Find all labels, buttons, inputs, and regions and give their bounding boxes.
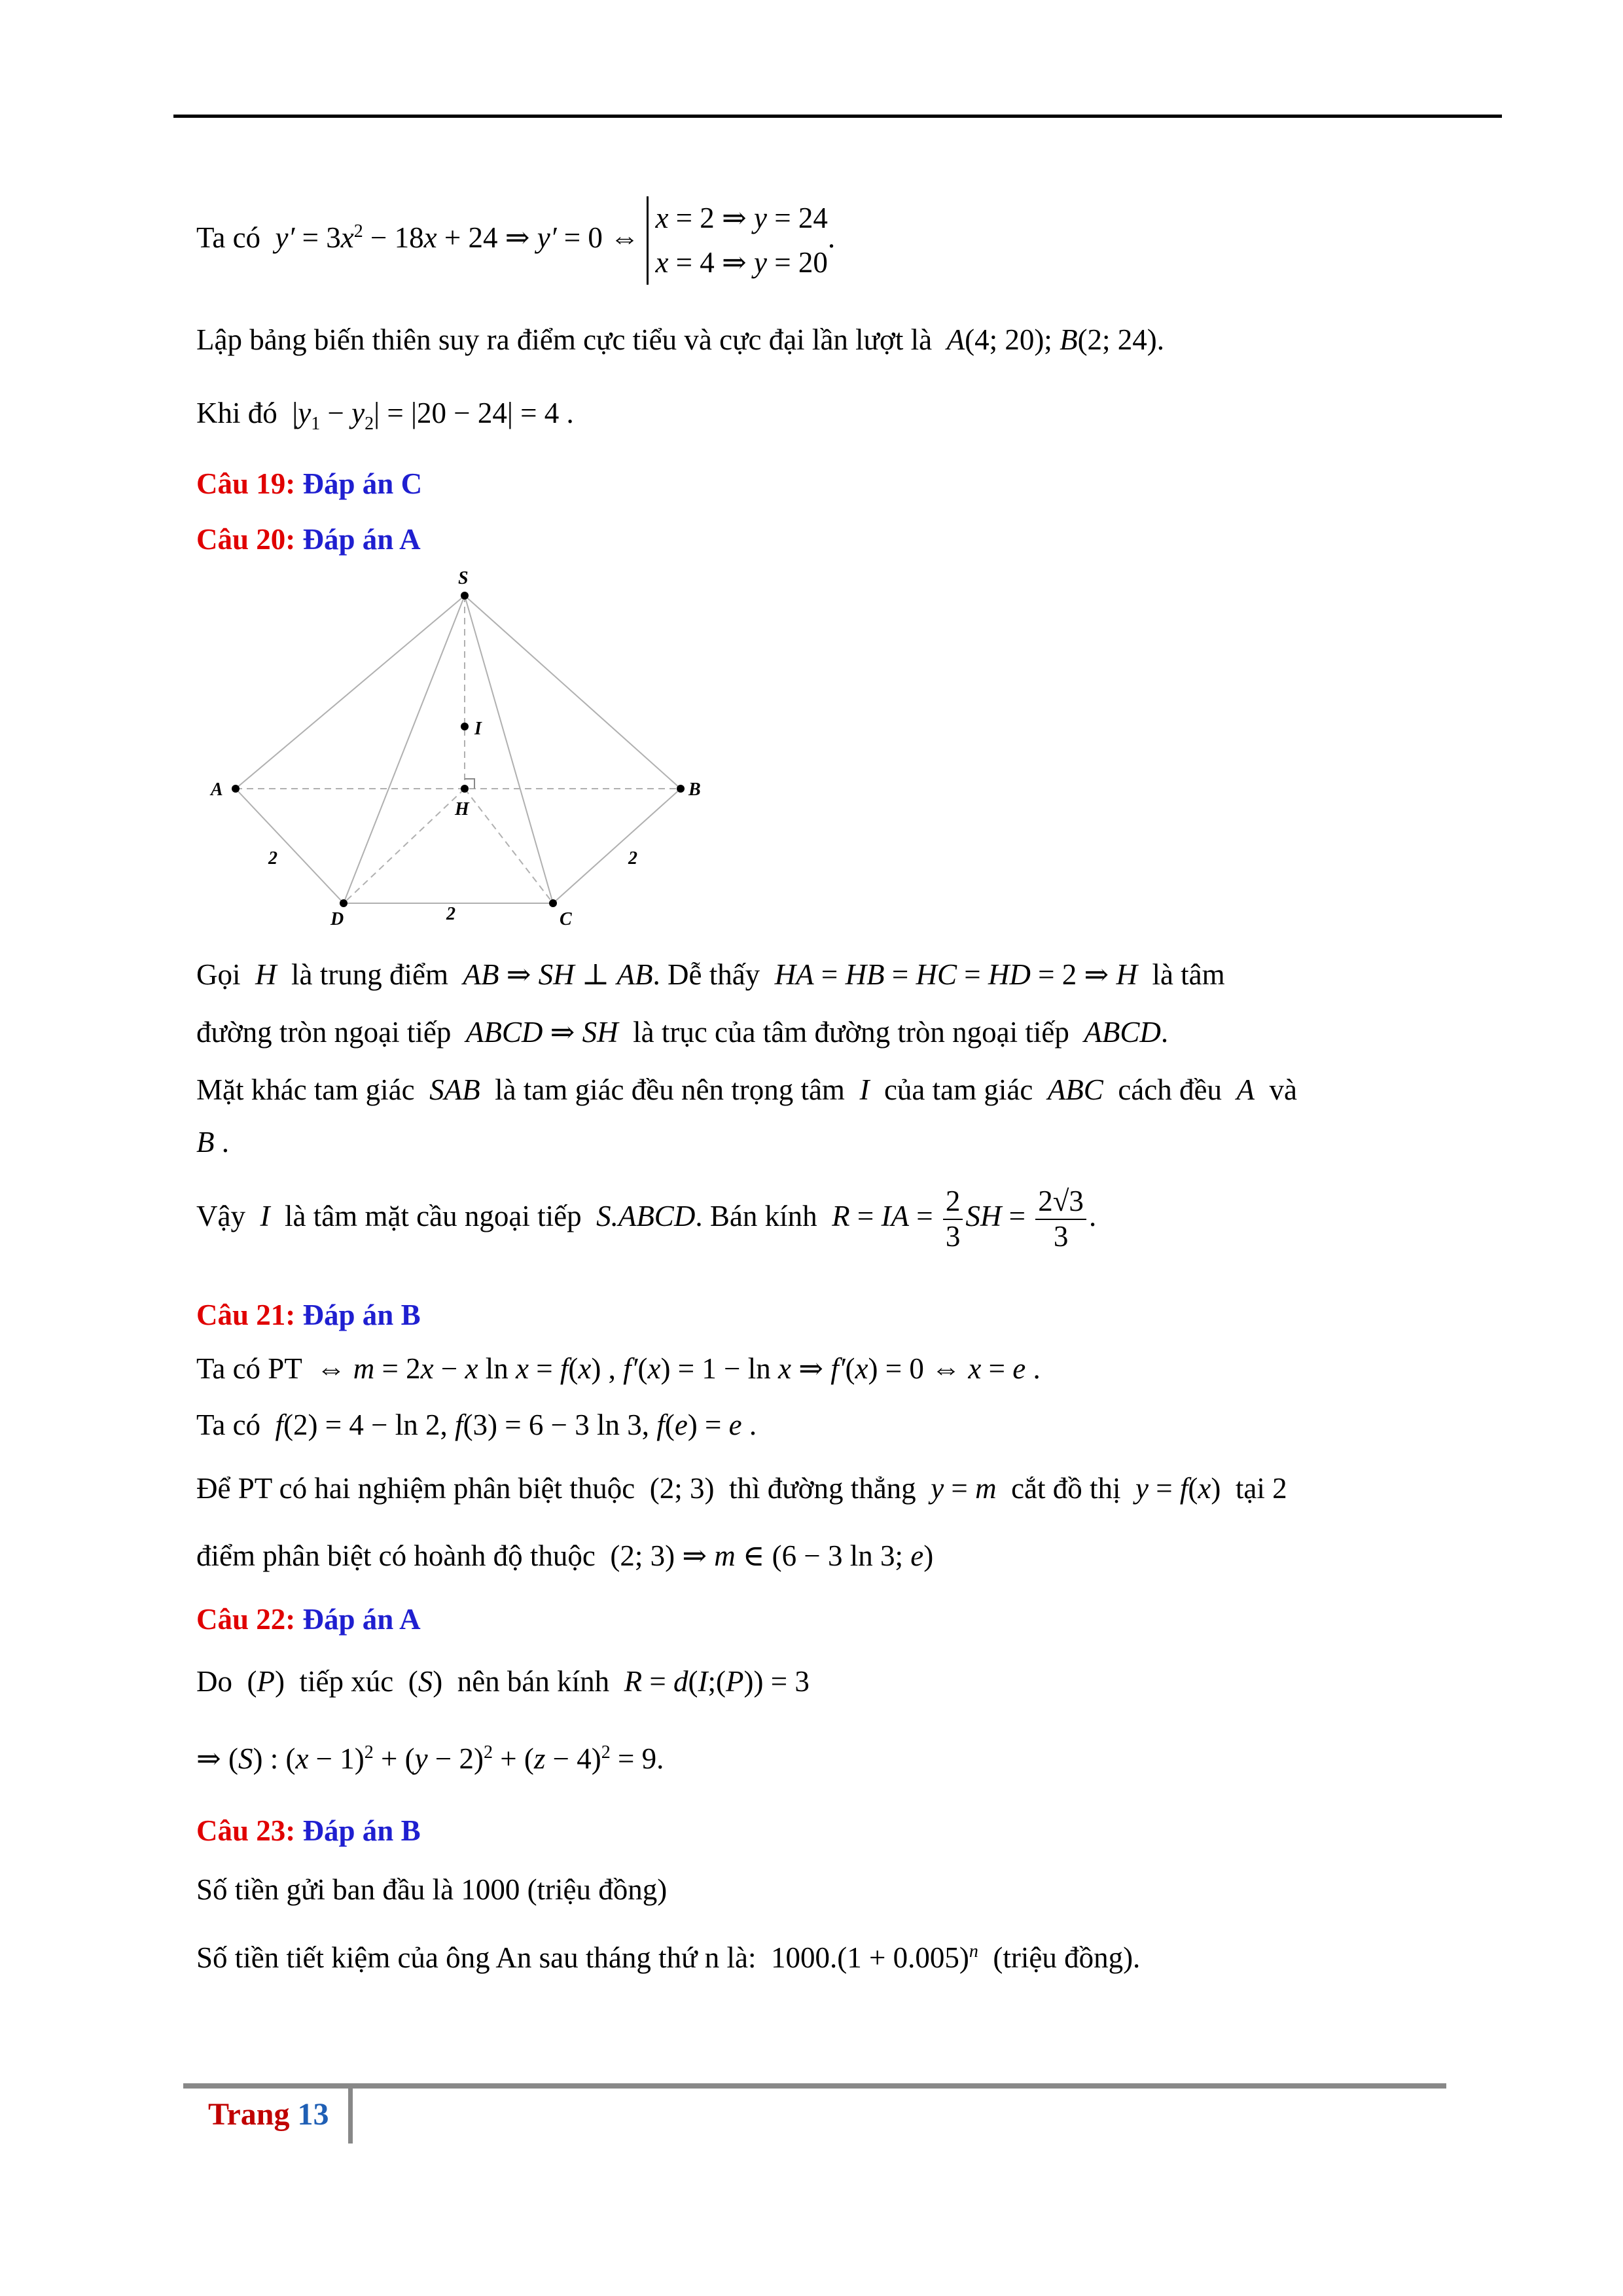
segment-HD: [344, 789, 465, 903]
text-do: Do: [196, 1665, 232, 1698]
text-cua-tam-giac: của tam giác: [883, 1073, 1033, 1106]
label-length-DC: 2: [446, 904, 455, 924]
solution-21-line-4: điểm phân biệt có hoành độ thuộc (2; 3) ⇒ m ∈ (6 − 3 ln 3; e): [196, 1539, 934, 1572]
segment-HC: [465, 789, 553, 903]
text-trieu-dong: (triệu đồng).: [993, 1941, 1141, 1974]
text-cat-do-thi: cắt đồ thị: [1011, 1472, 1121, 1505]
text-nen-ban-kinh: nên bán kính: [457, 1665, 610, 1698]
label-D: D: [330, 909, 344, 929]
text-goi: Gọi: [196, 958, 241, 991]
solution-21-line-3: Để PT có hai nghiệm phân biệt thuộc (2; 3) thì đường thẳng y = m cắt đồ thị y = f(x) tại 2: [196, 1472, 1287, 1505]
label-S: S: [458, 568, 469, 588]
footer-rule: [183, 2083, 1446, 2089]
question-answer: Đáp án A: [302, 523, 421, 556]
text-la-tam: là tâm: [1152, 958, 1225, 991]
footer-divider: [348, 2088, 353, 2144]
question-20-header: [196, 520, 421, 559]
point-B: [677, 785, 685, 793]
point-I: [461, 723, 469, 730]
question-number: Câu 20:: [196, 523, 296, 556]
label-length-CB: 2: [628, 848, 637, 869]
text-duong-tron: đường tròn ngoại tiếp: [196, 1016, 452, 1049]
page-number: 13: [297, 2097, 329, 2132]
text-so-tien-gui: Số tiền gửi ban đầu là 1000 (triệu đồng): [196, 1873, 668, 1906]
text-la-tam-giac-deu: là tam giác đều nên trọng tâm: [495, 1073, 845, 1106]
text-de-pt: Để PT có hai nghiệm phân biệt thuộc: [196, 1472, 635, 1505]
page-footer: [208, 2096, 329, 2132]
question-answer: Đáp án B: [302, 1814, 421, 1847]
text-la-truc: là trục của tâm đường tròn ngoại tiếp: [633, 1016, 1069, 1049]
text-la-trung-diem: là trung điểm: [291, 958, 448, 991]
text-diem-phan-biet: điểm phân biệt có hoành độ thuộc: [196, 1539, 596, 1572]
text-khi-do: Khi đó: [196, 397, 277, 429]
text-vay: Vậy: [196, 1200, 245, 1233]
derivative-line: Ta có $y' = 3x^2 - 18x + 24$ ⇒ y′ = 0 ⇔ x = 2 ⇒ y = 24 x = 4 ⇒ y = 20.: [196, 196, 835, 285]
text-la-tam-mat-cau: là tâm mặt cầu ngoại tiếp: [284, 1200, 582, 1233]
question-23-header: [196, 1812, 421, 1850]
solution-21-line-2: Ta có f(2) = 4 − ln 2, f(3) = 6 − 3 ln 3, f(e) = e .: [196, 1408, 757, 1441]
solution-20-line-3: Mặt khác tam giác SAB là tam giác đều nên trọng tâm I của tam giác ABC cách đều A và: [196, 1073, 1297, 1106]
cases-bracket: x = 2 ⇒ y = 24 x = 4 ⇒ y = 20: [647, 196, 827, 285]
question-answer: Đáp án C: [302, 467, 423, 500]
text-mat-khac: Mặt khác tam giác: [196, 1073, 415, 1106]
solution-21-line-1: Ta có PT ⇔ m = 2x − x ln x = f(x) , f′(x) = 1 − ln x ⇒ f′(x) = 0 ⇔ x = e .: [196, 1352, 1041, 1385]
point-D: [340, 899, 348, 907]
label-I: I: [474, 719, 482, 739]
fraction-two-thirds: $\frac{2}{3}$: [943, 1185, 963, 1254]
question-answer: Đáp án A: [302, 1603, 421, 1636]
solution-20-line-5: Vậy I là tâm mặt cầu ngoại tiếp S.ABCD. Bán kính R = IA = $\frac{2}{3}$ SH = $\frac{2√3}{3}$ .: [196, 1185, 1097, 1253]
text-thi-duong-thang: thì đường thẳng: [729, 1472, 916, 1505]
label-B: B: [688, 780, 701, 800]
text-ta-co: Ta có: [196, 1408, 261, 1441]
text-ban-kinh: . Bán kính: [695, 1200, 817, 1233]
solution-23-line-1: [196, 1871, 667, 1909]
solution-22-line-2: ⇒ (S) : $(x - 1)^2 + (y - 2)^2 + (z - 4)^2 = 9$.: [196, 1742, 664, 1775]
text-ta-co: Ta có: [196, 221, 261, 254]
text-de-thay: . Dễ thấy: [652, 958, 760, 991]
text-so-tien-tiet-kiem: Số tiền tiết kiệm của ông An sau tháng thứ n là:: [196, 1941, 757, 1974]
text-va: và: [1269, 1073, 1297, 1106]
difference-line: Khi đó $|y_1 - y_2| = |20 - 24| = 4$ .: [196, 397, 574, 434]
question-number: Câu 22:: [196, 1603, 296, 1636]
text-lap-bang: Lập bảng biến thiên suy ra điểm cực tiểu và cực đại lần lượt là: [196, 323, 933, 356]
label-C: C: [560, 909, 572, 929]
edge-CB: [553, 789, 681, 903]
label-length-AD: 2: [268, 848, 277, 869]
page-label: Trang: [208, 2097, 290, 2132]
pyramid-figure: [196, 563, 740, 929]
solution-20-line-2: đường tròn ngoại tiếp ABCD ⇒ SH là trục của tâm đường tròn ngoại tiếp ABCD.: [196, 1016, 1169, 1049]
edge-SA: [236, 596, 465, 789]
question-19-header: [196, 465, 422, 503]
solution-22-line-1: Do (P) tiếp xúc (S) nên bán kính R = d(I;(P)) = 3: [196, 1665, 810, 1698]
fraction-radius: $\frac{2√3}{3}$: [1035, 1185, 1086, 1254]
extrema-line: Lập bảng biến thiên suy ra điểm cực tiểu và cực đại lần lượt là A(4; 20); B(2; 24).: [196, 323, 1165, 356]
edge-AD: [236, 789, 344, 903]
question-21-header: [196, 1296, 421, 1335]
text-tai-2: tại 2: [1235, 1472, 1287, 1505]
question-number: Câu 19:: [196, 467, 296, 500]
question-22-header: [196, 1600, 421, 1639]
label-A: A: [211, 780, 223, 800]
point-A: [232, 785, 240, 793]
top-rule: [173, 115, 1502, 118]
solution-23-line-2: Số tiền tiết kiệm của ông An sau tháng thứ n là: $1000.(1 + 0.005)^n$ (triệu đồng).: [196, 1941, 1141, 1974]
point-C: [549, 899, 557, 907]
edge-SD: [344, 596, 465, 903]
point-H: [461, 785, 469, 793]
label-H: H: [455, 799, 469, 819]
question-number: Câu 21:: [196, 1299, 296, 1331]
edge-SC: [465, 596, 553, 903]
text-cach-deu: cách đều: [1118, 1073, 1222, 1106]
question-answer: Đáp án B: [302, 1299, 421, 1331]
solution-20-paragraph: Gọi H là trung điểm AB ⇒ SH ⊥ AB. Dễ thấy HA = HB = HC = HD = 2 ⇒ H là tâm: [196, 958, 1225, 991]
point-S: [461, 592, 469, 600]
edge-SB: [465, 596, 681, 789]
solution-20-line-4: B .: [196, 1126, 229, 1158]
text-tiep-xuc: tiếp xúc: [299, 1665, 394, 1698]
question-number: Câu 23:: [196, 1814, 296, 1847]
text-ta-co-pt: Ta có PT: [196, 1352, 302, 1385]
